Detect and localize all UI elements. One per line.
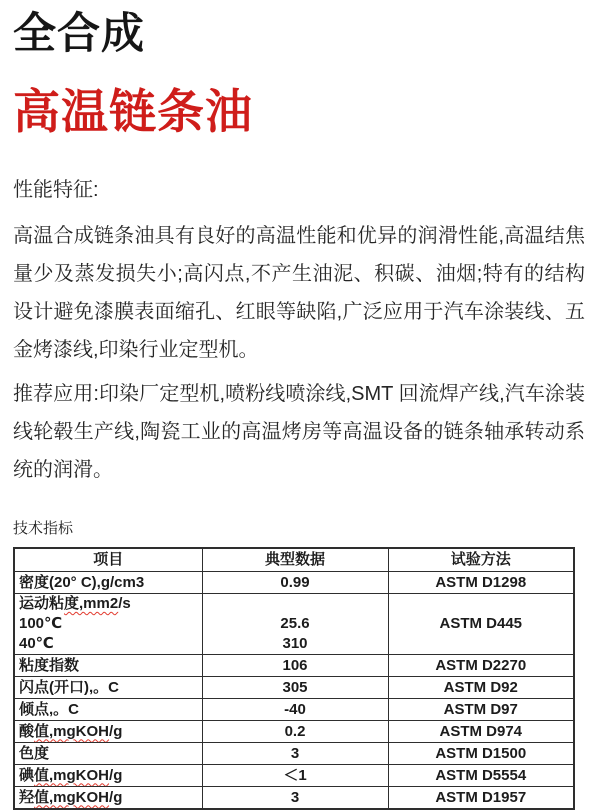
column-header-item: 项目 [14, 548, 202, 572]
spec-item-cell: 闪点(开口),。C [14, 677, 202, 699]
product-title: 高温链条油 [13, 85, 253, 139]
spec-value-cell: ＜1 [202, 765, 388, 787]
spec-item-cell: 运动粘度,mm2/s 100℃ 40℃ [14, 594, 202, 655]
table-row [14, 677, 574, 699]
spec-method-cell: ASTM D974 [388, 721, 574, 743]
table-row [14, 572, 574, 594]
spellcheck-squiggle: 度,mm2 [64, 595, 119, 613]
performance-heading: 性能特征: [13, 179, 99, 202]
table-row [14, 655, 574, 677]
performance-text: 高温合成链条油具有良好的高温性能和优异的润滑性能,高温结焦量少及蒸发损失小;高闪点,不产生油泥、积碳、油烟;特有的结构设计避免漆膜表面缩孔、红眼等缺陷,广泛应用于汽车涂装线、五金烤漆线,印染行业定型机。 [13, 225, 585, 362]
spec-method-cell: ASTM D2270 [388, 655, 574, 677]
spec-item-cell: 密度(20° C),g/cm3 [14, 572, 202, 594]
spec-method-cell: ASTM D445 [388, 594, 574, 655]
spec-method-cell: ASTM D1957 [388, 787, 574, 810]
spec-item-cell: 色度 [14, 743, 202, 765]
spec-header-row [14, 548, 574, 572]
spec-item-cell: 倾点,。C [14, 699, 202, 721]
spec-table-caption: 技术指标 [13, 520, 74, 538]
spec-method-cell: ASTM D92 [388, 677, 574, 699]
spec-table-body [14, 572, 574, 810]
table-row [14, 699, 574, 721]
spec-item-cell: 羟值,mgKOH/g [14, 787, 202, 810]
table-row [14, 765, 574, 787]
spec-table [13, 547, 575, 810]
spellcheck-squiggle: 值,mgKOH [34, 766, 110, 784]
spellcheck-squiggle: 值,mgKOH [34, 788, 110, 806]
spec-value-cell: 25.6 310 [202, 594, 388, 655]
spec-value-cell: 3 [202, 787, 388, 810]
spec-value-cell: 0.99 [202, 572, 388, 594]
table-row [14, 787, 574, 810]
spec-value-cell: 0.2 [202, 721, 388, 743]
spec-value-cell: 106 [202, 655, 388, 677]
spec-method-cell: ASTM D1500 [388, 743, 574, 765]
spec-method-cell: ASTM D97 [388, 699, 574, 721]
brand-title: 全合成 [13, 10, 145, 58]
spec-value-cell: 3 [202, 743, 388, 765]
spec-method-cell: ASTM D1298 [388, 572, 574, 594]
spec-value-cell: -40 [202, 699, 388, 721]
column-header-method: 试验方法 [388, 548, 574, 572]
spec-method-cell: ASTM D5554 [388, 765, 574, 787]
table-row [14, 743, 574, 765]
spec-value-cell: 305 [202, 677, 388, 699]
column-header-value: 典型数据 [202, 548, 388, 572]
spec-item-cell: 粘度指数 [14, 655, 202, 677]
applications-text: 推荐应用:印染厂定型机,喷粉线喷涂线,SMT 回流焊产线,汽车涂装线轮毂生产线,陶瓷工业的高温烤房等高温设备的链条轴承转动系统的润滑。 [13, 383, 585, 482]
table-row [14, 594, 574, 655]
spec-item-cell: 碘值,mgKOH/g [14, 765, 202, 787]
spec-item-cell: 酸值,mgKOH/g [14, 721, 202, 743]
spellcheck-squiggle: 值,mgKOH [34, 722, 110, 740]
table-row [14, 721, 574, 743]
